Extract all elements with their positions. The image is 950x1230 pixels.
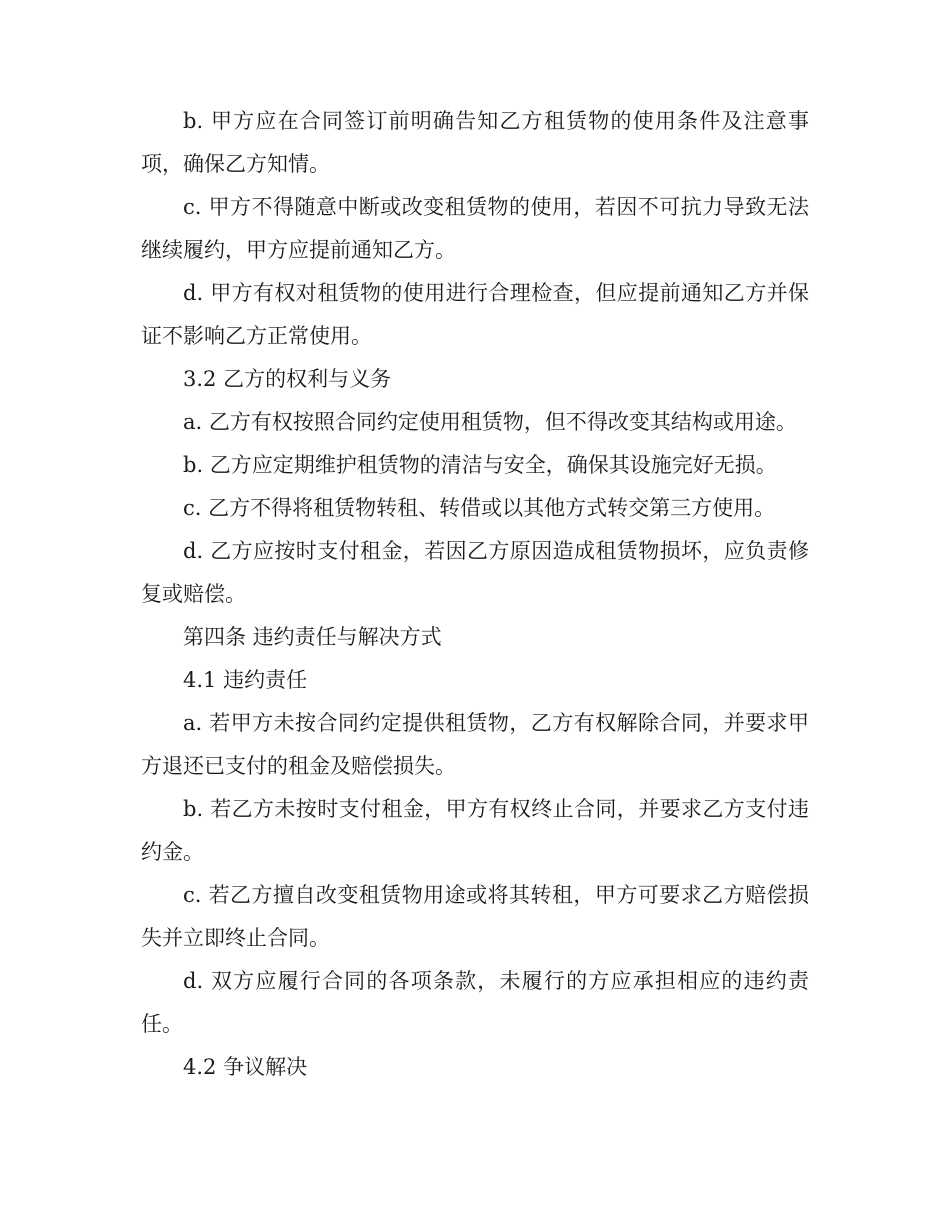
clause-3-2-c: c. 乙方不得将租赁物转租、转借或以其他方式转交第三方使用。: [183, 496, 776, 520]
clause-4-1-a: a. 若甲方未按合同约定提供租赁物，乙方有权解除合同，并要求甲方退还已支付的租金及赔偿损失。: [141, 711, 809, 778]
clause-3-1-b: b. 甲方应在合同签订前明确告知乙方租赁物的使用条件及注意事项，确保乙方知情。: [141, 109, 809, 176]
section-heading-4-2: 4.2 争议解决: [183, 1055, 308, 1079]
clause-4-1-b: b. 若乙方未按时支付租金，甲方有权终止合同，并要求乙方支付违约金。: [141, 797, 809, 864]
clause-3-1-c: c. 甲方不得随意中断或改变租赁物的使用，若因不可抗力导致无法继续履约，甲方应提前通知乙方。: [141, 195, 809, 262]
clause-4-1-c: c. 若乙方擅自改变租赁物用途或将其转租，甲方可要求乙方赔偿损失并立即终止合同。: [141, 883, 809, 950]
section-heading-4-1: 4.1 违约责任: [183, 668, 308, 692]
section-heading-3-2: 3.2 乙方的权利与义务: [183, 367, 392, 391]
clause-3-1-d: d. 甲方有权对租赁物的使用进行合理检查，但应提前通知乙方并保证不影响乙方正常使用。: [141, 281, 809, 348]
article-heading-4: 第四条 违约责任与解决方式: [183, 625, 442, 649]
clause-4-1-d: d. 双方应履行合同的各项条款，未履行的方应承担相应的违约责任。: [141, 969, 809, 1036]
document-body: [141, 100, 809, 1089]
clause-3-2-b: b. 乙方应定期维护租赁物的清洁与安全，确保其设施完好无损。: [183, 453, 777, 477]
clause-3-2-a: a. 乙方有权按照合同约定使用租赁物，但不得改变其结构或用途。: [183, 410, 797, 434]
clause-3-2-d: d. 乙方应按时支付租金，若因乙方原因造成租赁物损坏，应负责修复或赔偿。: [141, 539, 809, 606]
